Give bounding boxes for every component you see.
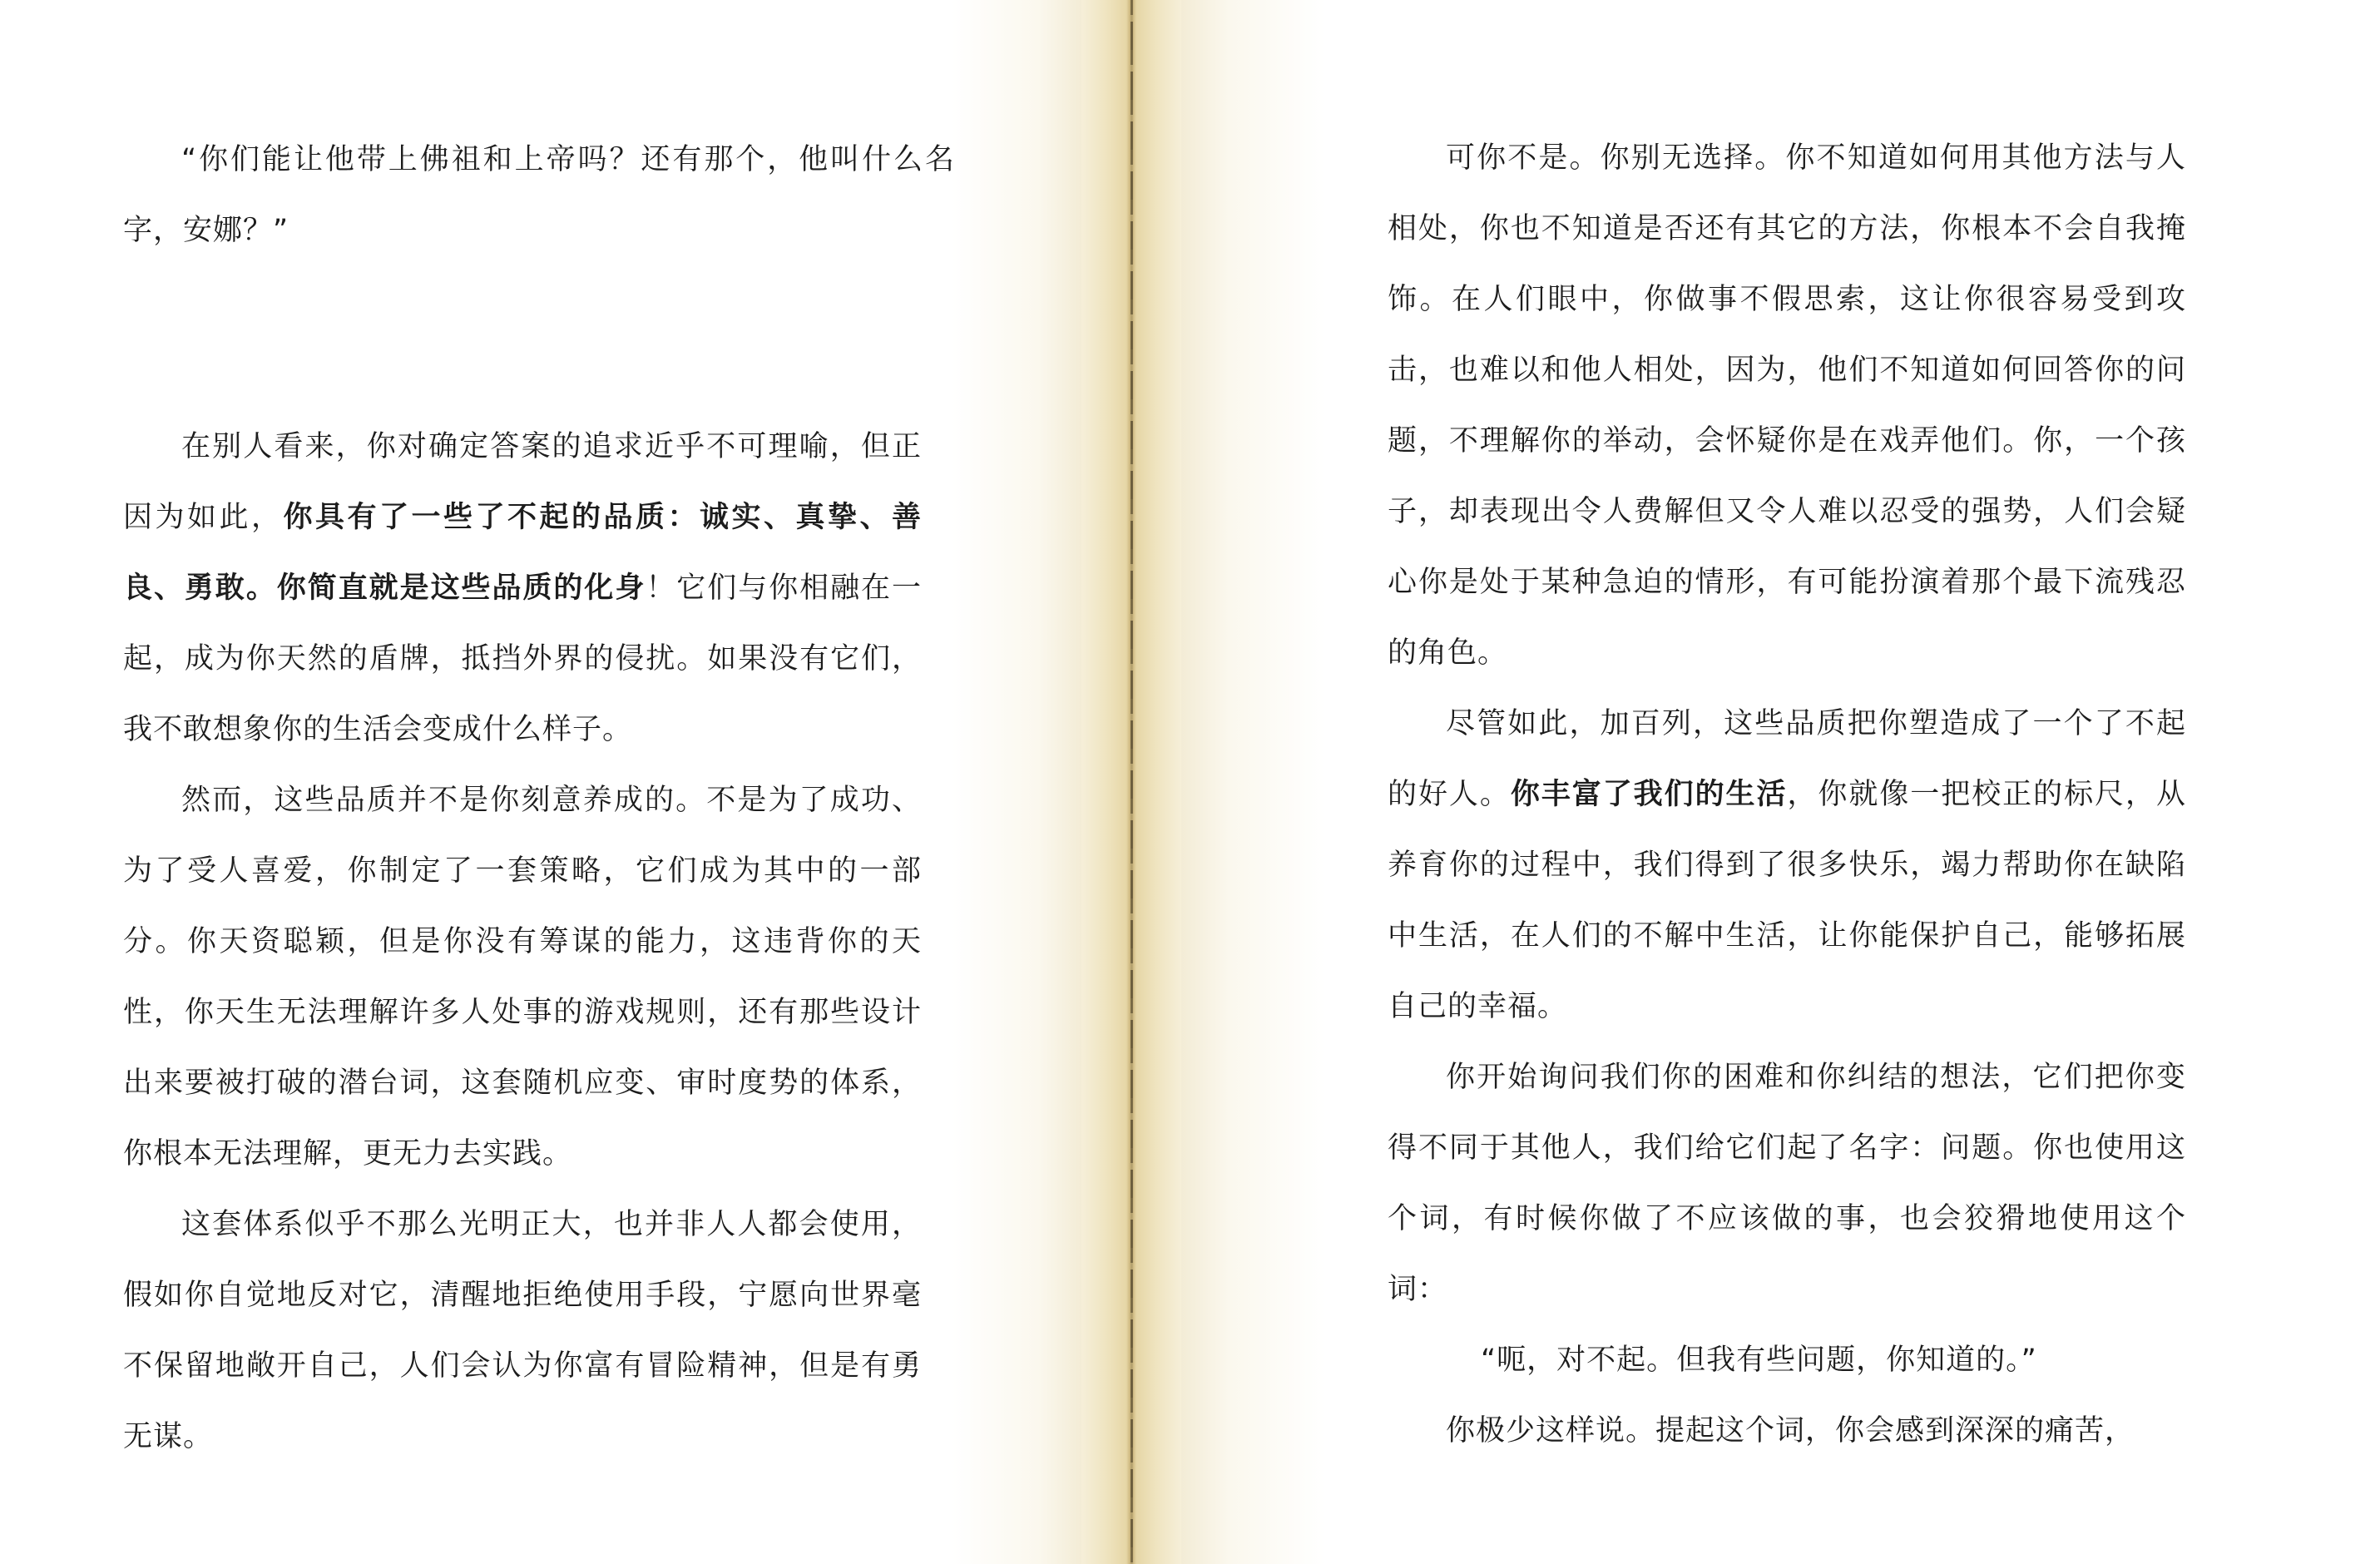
left-page	[0, 0, 1081, 1564]
top-quote: “你们能让他带上佛祖和上帝吗？还有那个，他叫什么名字，安娜？”	[123, 143, 955, 247]
left-paragraph-2: 然而，这些品质并不是你刻意养成的。不是为了成功、为了受人喜爱，你制定了一套策略，它们成为其中的一部分。你天资聪颖，但是你没有筹谋的能力，这违背你的天性，你天生无法理解许多人处事的游戏规则，还有那些设计出来要被打破的潜台词，这套随机应变、审时度势的体系，你根本无法理解，更无力去实践。	[123, 784, 922, 1171]
spine-fold	[1131, 0, 1133, 1564]
left-paragraph-1	[123, 412, 922, 765]
left-paragraph-3: 这套体系似乎不那么光明正大，也并非人人都会使用，假如你自觉地反对它，清醒地拒绝使用手段，宁愿向世界毫不保留地敞开自己，人们会认为你富有冒险精神，但是有勇无谋。	[123, 1208, 922, 1453]
left-p1-text-end: ！它们与你相融在一起，成为你天然的盾牌，抵挡外界的侵扰。如果没有它们，我不敢想象你的生活会变成什么样子。	[123, 572, 922, 746]
left-top-quote-block	[123, 125, 955, 266]
right-paragraph-1: 可你不是。你别无选择。你不知道如何用其他方法与人相处，你也不知道是否还有其它的方法，你根本不会自我掩饰。在人们眼中，你做事不假思索，这让你很容易受到攻击，也难以和他人相处，因为，他们不知道如何回答你的问题，不理解你的举动，会怀疑你是在戏弄他们。你，一个孩子，却表现出令人费解但又令人难以忍受的强势，人们会疑心你是处于某种急迫的情形，有可能扮演着那个最下流残忍的角色。	[1388, 141, 2186, 670]
left-p1-text-start: 在别人看来，你对确定答案的追求近乎不可理喻，但正因为如此，	[123, 430, 922, 534]
right-paragraph-3: 你开始询问我们你的困难和你纠结的想法，它们把你变得不同于其他人，我们给它们起了名字：问题。你也使用这个词，有时候你做了不应该做的事，也会狡猾地使用这个词：	[1388, 1061, 2186, 1306]
book-gutter	[1081, 0, 1181, 1564]
right-p2-bold: 你丰富了我们的生活	[1510, 778, 1788, 811]
right-paragraph-4: 你极少这样说。提起这个词，你会感到深深的痛苦，	[1446, 1414, 2135, 1448]
right-quote: “呃，对不起。但我有些问题，你知道的。”	[1481, 1344, 2037, 1377]
right-p2-text-end: ，你就像一把校正的标尺，从养育你的过程中，我们得到了很多快乐，竭力帮助你在缺陷中生活，在人们的不解中生活，让你能保护自己，能够拓展自己的幸福。	[1388, 778, 2186, 1023]
right-paragraph-2	[1388, 689, 2186, 1042]
left-p1-bold: 你具有了一些了不起的品质：诚实、真挚、善良、勇敢。你简直就是这些品质的化身	[123, 501, 922, 605]
left-main-text	[123, 412, 922, 1472]
right-main-text	[1388, 123, 2186, 1467]
right-p2-text-start: 尽管如此，加百列，这些品质把你塑造成了一个了不起的好人。	[1388, 707, 2186, 811]
